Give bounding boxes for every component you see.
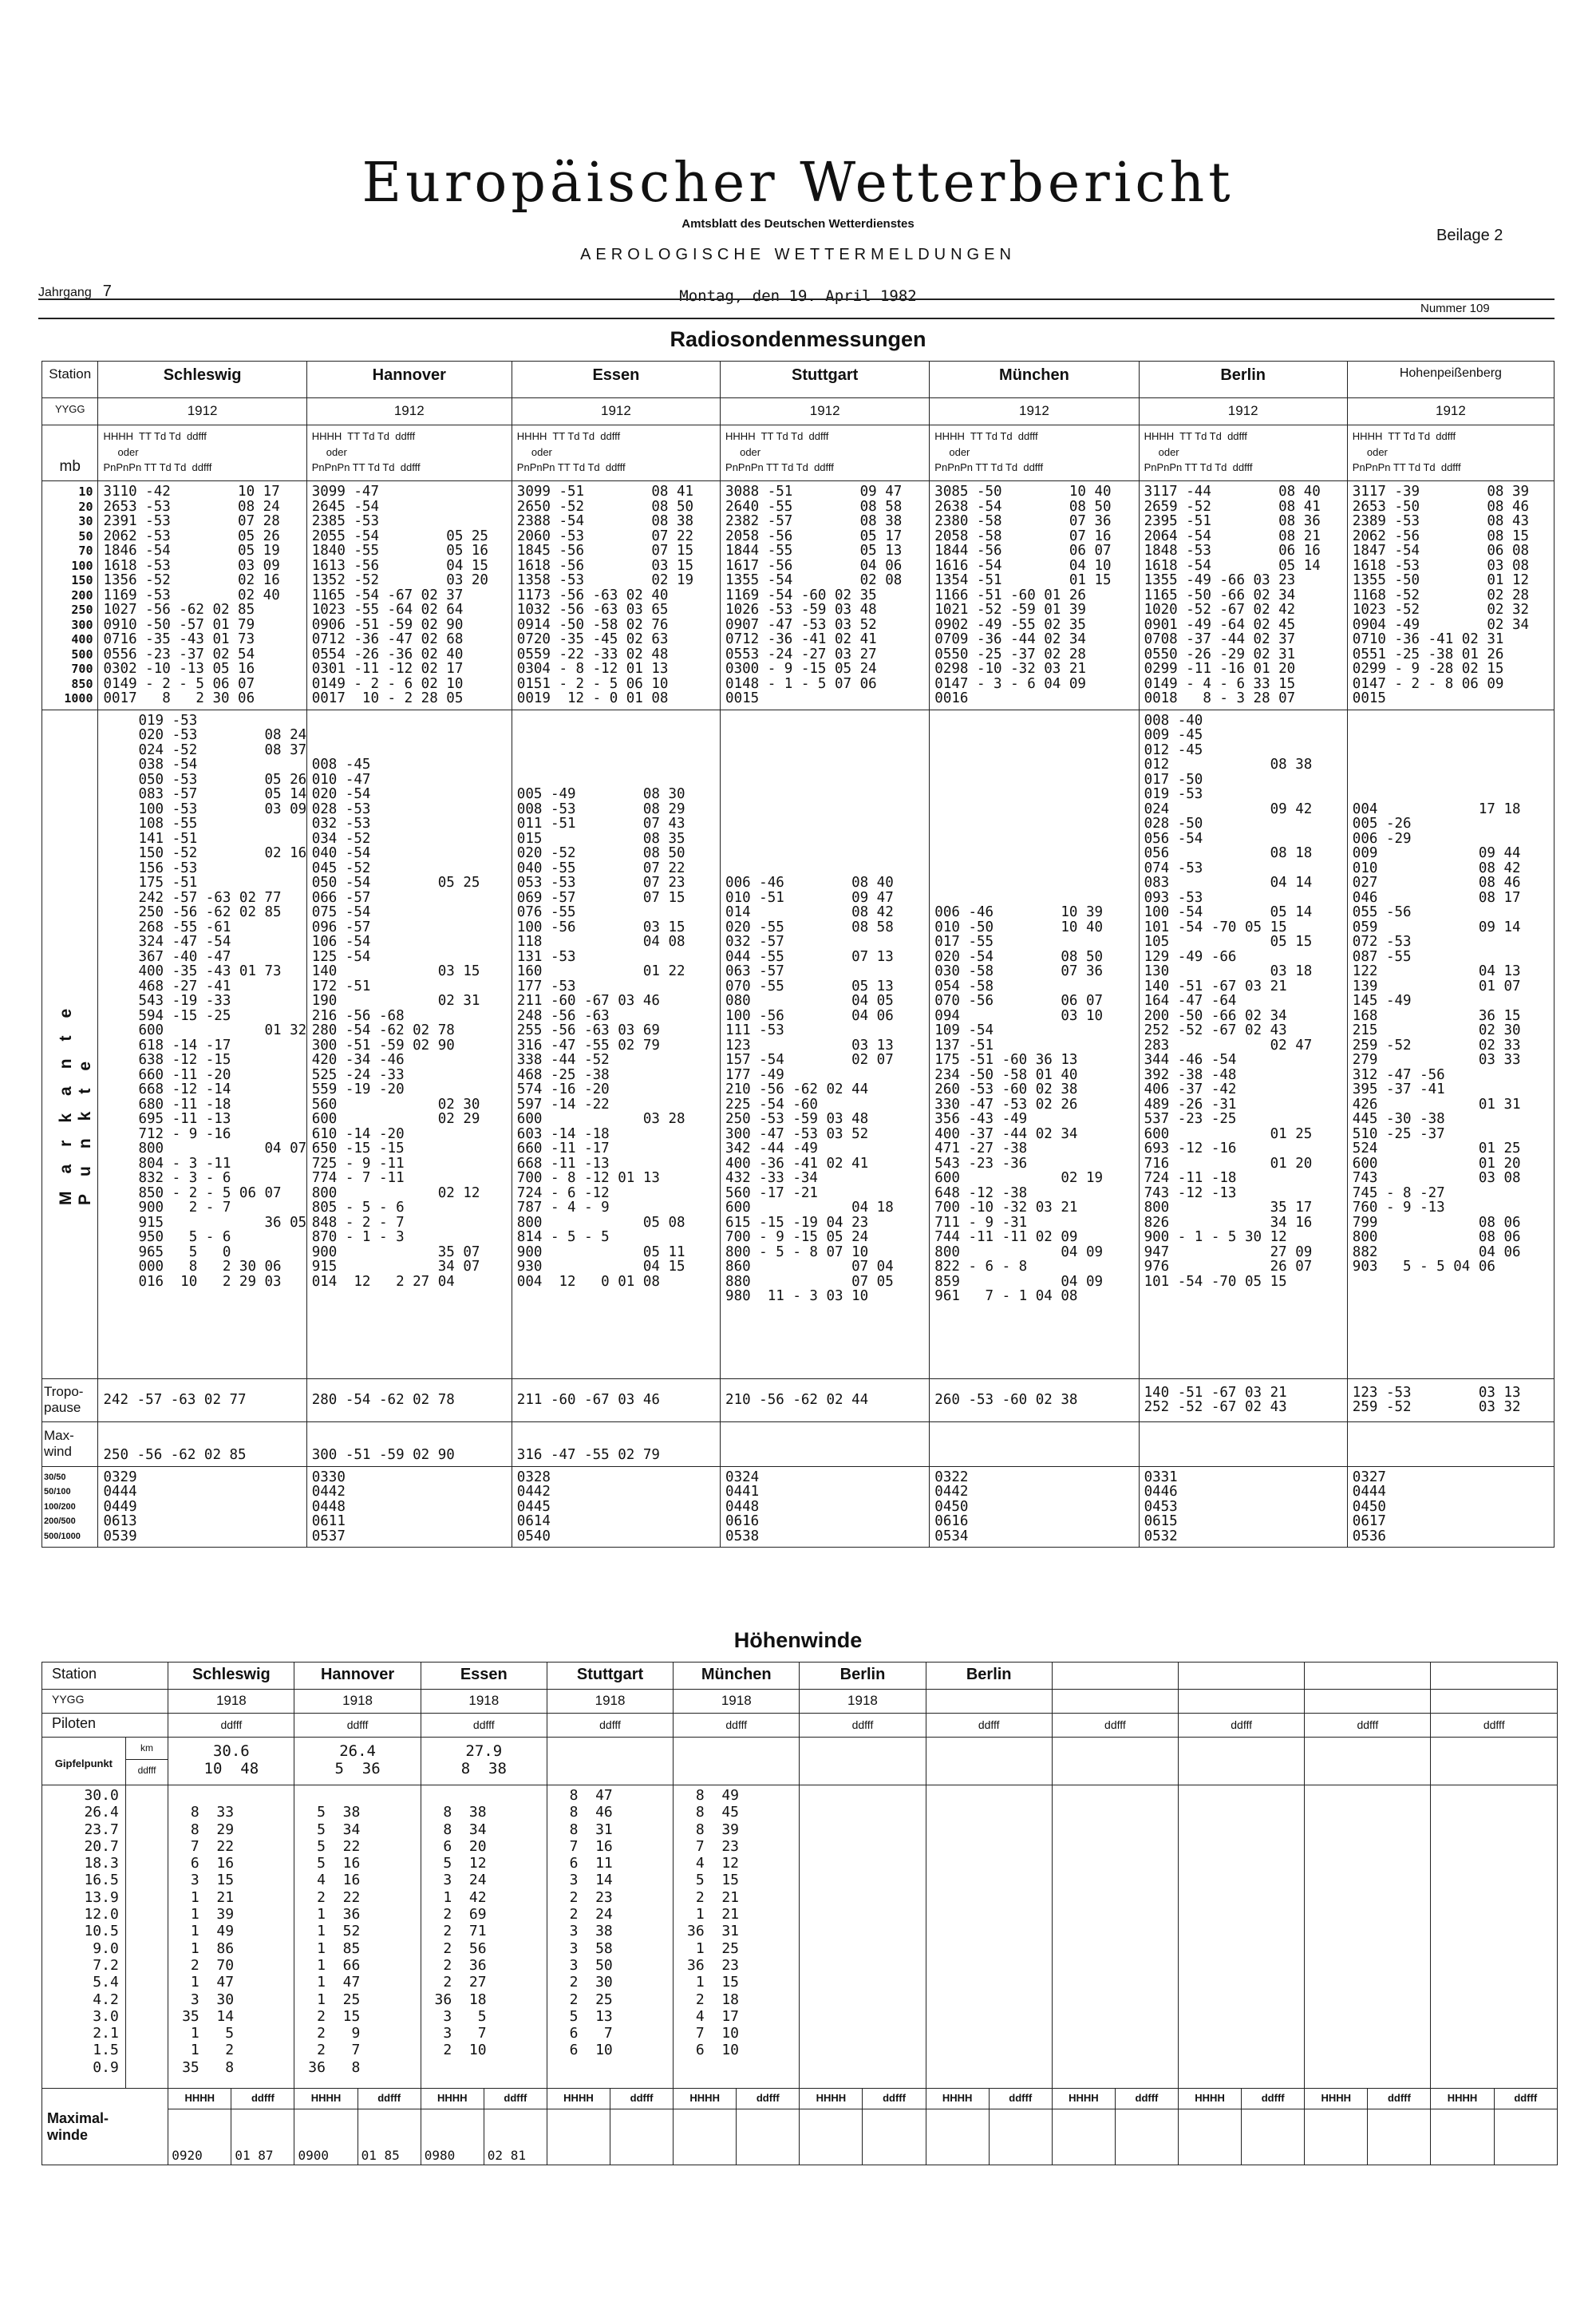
ddfff-header: ddfff — [168, 1714, 294, 1738]
radio-station-row — [42, 362, 1555, 398]
ddfff-header: ddfff — [1305, 1714, 1431, 1738]
max-hhhh: 0900 — [294, 2109, 358, 2165]
ddfff-header: ddfff — [484, 2089, 547, 2109]
ddfff-header: ddfff — [421, 1714, 547, 1738]
max-ddfff — [1242, 2109, 1305, 2165]
gipfel-value — [1052, 1738, 1178, 1785]
gipfel-value — [800, 1738, 926, 1785]
layer-data: 0330 0442 0448 0611 0537 — [306, 1466, 512, 1548]
ddfff-header: ddfff — [674, 1714, 800, 1738]
layer-data: 0322 0442 0450 0616 0534 — [930, 1466, 1139, 1548]
markant-data: 008 -40 009 -45 012 -45 012 08 38 017 -50 019 -53 024 09 42 028 -50 056 -54 056 08 18 074 -53 083 04 14 093 -53 100 -54 05 14 101 -54 -70 05 15 105 05 15 129 -49 -66 130 03 18 140 -51 -67 03 21 164 -47 -64 200 -50 -66 02 34 252 -52 -67 02 43 283 02 47 344 -46 -54 392 -38 -48 406 -37 -42 489 -26 -31 537 -23 -25 600 01 25 693 -12 -16 716 01 20 724 -11 -18 743 -12 -13 800 35 17 826 34 16 900 - 1 - 5 30 12 947 27 09 976 26 07 101 -54 -70 05 15 — [1139, 710, 1347, 1378]
piloten-label: Piloten — [42, 1714, 168, 1738]
jahrgang-label: Jahrgang — [38, 286, 92, 299]
hhhh-header: HHHH — [1305, 2089, 1368, 2109]
max-hhhh: 0920 — [168, 2109, 231, 2165]
max-ddfff — [1115, 2109, 1178, 2165]
ddfff-header: ddfff — [926, 1714, 1052, 1738]
ddfff-header: ddfff — [1494, 2089, 1557, 2109]
tropo-data: 211 -60 -67 03 46 — [512, 1378, 720, 1421]
hoehen-title: Höhenwinde — [733, 1628, 863, 1652]
max-hhhh — [926, 2109, 989, 2165]
ddfff-header: ddfff — [358, 2089, 421, 2109]
wind-data: 8 47 8 46 8 31 7 16 6 11 3 14 2 23 2 24 3 38 3 58 3 50 2 30 2 25 5 13 6 7 6 10 — [547, 1785, 673, 2089]
max-ddfff: 02 81 — [484, 2109, 547, 2165]
radio-tropo-row — [42, 1378, 1555, 1421]
wind-data: 8 38 8 34 6 20 5 12 3 24 1 42 2 69 2 71 2 56 2 36 2 27 36 18 3 5 3 7 2 10 — [421, 1785, 547, 2089]
station-name — [1179, 1663, 1305, 1690]
hhhh-header: HHHH — [547, 2089, 610, 2109]
layer-data: 0324 0441 0448 0616 0538 — [721, 1466, 930, 1548]
max-ddfff — [1494, 2109, 1557, 2165]
wind-data — [800, 1785, 926, 2089]
hoehen-piloten-row — [42, 1714, 1558, 1738]
column-header: HHHH TT Td Td ddfff oder PnPnPn TT Td Td ddfff — [1139, 425, 1347, 481]
tropo-data: 123 -53 03 13 259 -52 03 32 — [1347, 1378, 1554, 1421]
radio-layer-row — [42, 1466, 1555, 1548]
maxwind-data: 316 -47 -55 02 79 — [512, 1421, 720, 1466]
hoehen-max-header-row — [42, 2089, 1558, 2109]
tropo-data: 280 -54 -62 02 78 — [306, 1378, 512, 1421]
station-name — [1052, 1663, 1178, 1690]
hhhh-header: HHHH — [1431, 2089, 1494, 2109]
ddfff-header: ddfff — [1052, 1714, 1178, 1738]
gipfel-value — [547, 1738, 673, 1785]
max-ddfff: 01 87 — [231, 2109, 294, 2165]
station-name: Stuttgart — [721, 362, 930, 398]
ddfff-header: ddfff — [737, 2089, 800, 2109]
wind-data — [926, 1785, 1052, 2089]
beilage-label: Beilage 2 — [1436, 227, 1503, 244]
layer-data: 0327 0444 0450 0617 0536 — [1347, 1466, 1554, 1548]
station-name: Stuttgart — [547, 1663, 673, 1690]
column-header: HHHH TT Td Td ddfff oder PnPnPn TT Td Td ddfff — [1347, 425, 1554, 481]
gipfel-value — [926, 1738, 1052, 1785]
radio-standard-levels-row — [42, 481, 1555, 710]
maxwind-data: 300 -51 -59 02 90 — [306, 1421, 512, 1466]
gipfel-value — [1305, 1738, 1431, 1785]
gipfel-ddfff-label: ddfff — [137, 1765, 156, 1776]
hhhh-header: HHHH — [168, 2089, 231, 2109]
yygg-value: 1912 — [98, 398, 306, 425]
page-subtitle: Amtsblatt des Deutschen Wetterdienstes — [681, 217, 915, 231]
markant-data: 005 -49 08 30 008 -53 08 29 011 -51 07 43 015 08 35 020 -52 08 50 040 -55 07 22 053 -53 07 23 069 -57 07 15 076 -55 100 -56 03 15 118 04 08 131 -53 160 01 22 177 -53 211 -60 -67 03 46 248 -56 -63 255 -56 -63 03 69 316 -47 -55 02 79 338 -44 -52 468 -25 -38 574 -16 -20 597 -14 -22 600 03 28 603 -14 -18 660 -11 -17 668 -11 -13 700 - 8 -12 01 13 724 - 6 -12 787 - 4 - 9 800 05 08 814 - 5 - 5 900 05 11 930 04 15 004 12 0 01 08 — [512, 710, 720, 1378]
yygg-value — [1431, 1690, 1558, 1714]
max-hhhh: 0980 — [421, 2109, 484, 2165]
yygg-value — [1052, 1690, 1178, 1714]
yygg-value: 1912 — [1347, 398, 1554, 425]
markant-data: 008 -45 010 -47 020 -54 028 -53 032 -53 034 -52 040 -54 045 -52 050 -54 05 25 066 -57 075 -54 096 -57 106 -54 125 -54 140 03 15 172 -51 190 02 31 216 -56 -68 280 -54 -62 02 78 300 -51 -59 02 90 420 -34 -46 525 -24 -33 559 -19 -20 560 02 30 600 02 29 610 -14 -20 650 -15 -15 725 - 9 -11 774 - 7 -11 800 02 12 805 - 5 - 6 848 - 2 - 7 870 - 1 - 3 900 35 07 915 34 07 014 12 2 27 04 — [306, 710, 512, 1378]
maxwind-data — [721, 1421, 930, 1466]
ddfff-header: ddfff — [1431, 1714, 1558, 1738]
standard-data: 3099 -47 2645 -54 2385 -53 2055 -54 05 25 1840 -55 05 16 1613 -56 04 15 1352 -52 03 20 1165 -54 -67 02 37 1023 -55 -64 02 64 0906 -51 -59 02 90 0712 -36 -47 02 68 0554 -26 -36 02 40 0301 -11 -12 02 17 0149 - 2 - 6 02 10 0017 10 - 2 28 05 — [306, 481, 512, 710]
max-ddfff — [1368, 2109, 1431, 2165]
standard-data: 3099 -51 08 41 2650 -52 08 50 2388 -54 08 38 2060 -53 07 22 1845 -56 07 15 1618 -56 03 15 1358 -53 02 19 1173 -56 -63 02 40 1032 -56 -63 03 65 0914 -50 -58 02 76 0720 -35 -45 02 63 0559 -22 -33 02 48 0304 - 8 -12 01 13 0151 - 2 - 5 06 10 0019 12 - 0 01 08 — [512, 481, 720, 710]
yygg-value: 1912 — [930, 398, 1139, 425]
jahrgang-number: 7 — [102, 283, 112, 300]
mb-levels: 10 20 30 50 70 100 150 200 250 300 400 500 700 850 1000 — [42, 481, 98, 710]
ddfff-header: ddfff — [1179, 1714, 1305, 1738]
max-hhhh — [800, 2109, 863, 2165]
max-hhhh — [1431, 2109, 1494, 2165]
hoehen-gipfel-row — [42, 1738, 1558, 1785]
column-header: HHHH TT Td Td ddfff oder PnPnPn TT Td Td ddfff — [512, 425, 720, 481]
max-ddfff — [737, 2109, 800, 2165]
wind-data — [1179, 1785, 1305, 2089]
max-hhhh — [674, 2109, 737, 2165]
tropo-data: 140 -51 -67 03 21 252 -52 -67 02 43 — [1139, 1378, 1347, 1421]
hhhh-header: HHHH — [674, 2089, 737, 2109]
standard-data: 3085 -50 10 40 2638 -54 08 50 2380 -58 07 36 2058 -58 07 16 1844 -56 06 07 1616 -54 04 10 1354 -51 01 15 1166 -51 -60 01 26 1021 -52 -59 01 39 0902 -49 -55 02 35 0709 -36 -44 02 34 0550 -25 -37 02 28 0298 -10 -32 03 21 0147 - 3 - 6 04 09 0016 — [930, 481, 1139, 710]
station-name: München — [930, 362, 1139, 398]
radio-yygg-row — [42, 398, 1555, 425]
hhhh-header: HHHH — [421, 2089, 484, 2109]
hoehen-max-values-row — [42, 2109, 1558, 2165]
gipfel-value — [1431, 1738, 1558, 1785]
station-name: Schleswig — [168, 1663, 294, 1690]
max-label: Maximal- winde — [42, 2089, 168, 2165]
max-ddfff — [863, 2109, 926, 2165]
ddfff-header: ddfff — [989, 2089, 1052, 2109]
wind-data: 8 49 8 45 8 39 7 23 4 12 5 15 2 21 1 21 36 31 1 25 36 23 1 15 2 18 4 17 7 10 6 10 — [674, 1785, 800, 2089]
yygg-value: 1918 — [674, 1690, 800, 1714]
hoehen-levels-row — [42, 1785, 1558, 2089]
header-rule-2 — [38, 318, 1555, 319]
radio-markant-row — [42, 710, 1555, 1378]
wind-data — [1305, 1785, 1431, 2089]
station-name: Schleswig — [98, 362, 306, 398]
column-header: HHHH TT Td Td ddfff oder PnPnPn TT Td Td ddfff — [306, 425, 512, 481]
station-name: Hohenpeißenberg — [1347, 362, 1554, 398]
station-name: Hannover — [294, 1663, 421, 1690]
max-ddfff — [989, 2109, 1052, 2165]
yygg-value — [1179, 1690, 1305, 1714]
ddfff-header: ddfff — [547, 1714, 673, 1738]
layer-data: 0331 0446 0453 0615 0532 — [1139, 1466, 1347, 1548]
ddfff-header: ddfff — [1242, 2089, 1305, 2109]
yygg-value: 1918 — [168, 1690, 294, 1714]
column-header: HHHH TT Td Td ddfff oder PnPnPn TT Td Td ddfff — [98, 425, 306, 481]
column-header: HHHH TT Td Td ddfff oder PnPnPn TT Td Td ddfff — [721, 425, 930, 481]
maxwind-data: 250 -56 -62 02 85 — [98, 1421, 306, 1466]
km-spacer — [125, 1785, 168, 2089]
hoehen-station-row — [42, 1663, 1558, 1690]
gipfel-value — [674, 1738, 800, 1785]
wind-data — [1431, 1785, 1558, 2089]
station-name: Berlin — [800, 1663, 926, 1690]
section-heading: AEROLOGISCHE WETTERMELDUNGEN — [580, 246, 1016, 263]
maxwind-data — [1347, 1421, 1554, 1466]
standard-data: 3088 -51 09 47 2640 -55 08 58 2382 -57 08 38 2058 -56 05 17 1844 -55 05 13 1617 -56 04 06 1355 -54 02 08 1169 -54 -60 02 35 1026 -53 -59 03 48 0907 -47 -53 03 52 0712 -36 -41 02 41 0553 -24 -27 03 27 0300 - 9 -15 05 24 0148 - 1 - 5 07 06 0015 — [721, 481, 930, 710]
markant-data: 019 -53 020 -53 08 24 024 -52 08 37 038 -54 050 -53 05 26 083 -57 05 14 100 -53 03 09 108 -55 141 -51 150 -52 02 16 156 -53 175 -51 242 -57 -63 02 77 250 -56 -62 02 85 268 -55 -61 324 -47 -54 367 -40 -47 400 -35 -43 01 73 468 -27 -41 543 -19 -33 594 -15 -25 600 01 32 618 -14 -17 638 -12 -15 660 -11 -20 668 -12 -14 680 -11 -18 695 -11 -13 712 - 9 -16 800 04 07 804 - 3 -11 832 - 3 - 6 850 - 2 - 5 06 07 900 2 - 7 915 36 05 950 5 - 6 965 5 0 000 8 2 30 06 016 10 2 29 03 — [98, 710, 306, 1378]
gipfel-value: 26.4 5 36 — [294, 1738, 421, 1785]
wind-data — [1052, 1785, 1178, 2089]
station-name: Berlin — [926, 1663, 1052, 1690]
yygg-value: 1918 — [800, 1690, 926, 1714]
ddfff-header: ddfff — [800, 1714, 926, 1738]
standard-data: 3117 -39 08 39 2653 -50 08 46 2389 -53 08 43 2062 -56 08 15 1847 -54 06 08 1618 -53 03 08 1355 -50 01 12 1168 -52 02 28 1023 -52 02 32 0904 -49 02 34 0710 -36 -41 02 31 0551 -25 -38 01 26 0299 - 9 -28 02 15 0147 - 2 - 8 06 09 0015 — [1347, 481, 1554, 710]
station-label: Station — [42, 362, 98, 398]
hoehen-yygg-row — [42, 1690, 1558, 1714]
ddfff-header: ddfff — [231, 2089, 294, 2109]
station-label: Station — [42, 1663, 168, 1690]
station-name: Essen — [512, 362, 720, 398]
ddfff-header: ddfff — [610, 2089, 674, 2109]
layer-data: 0328 0442 0445 0614 0540 — [512, 1466, 720, 1548]
hhhh-header: HHHH — [1052, 2089, 1115, 2109]
gipfel-label: Gipfelpunkt — [42, 1738, 126, 1785]
max-ddfff — [610, 2109, 674, 2165]
wind-data: 8 33 8 29 7 22 6 16 3 15 1 21 1 39 1 49 1 86 2 70 1 47 3 30 35 14 1 5 1 2 35 8 — [168, 1785, 294, 2089]
station-name: Hannover — [306, 362, 512, 398]
maxwind-data — [1139, 1421, 1347, 1466]
markant-data: 006 -46 10 39 010 -50 10 40 017 -55 020 -54 08 50 030 -58 07 36 054 -58 070 -56 06 07 094 03 10 109 -54 137 -51 175 -51 -60 36 13 234 -50 -58 01 40 260 -53 -60 02 38 330 -47 -53 02 26 356 -43 -49 400 -37 -44 02 34 471 -27 -38 543 -23 -36 600 02 19 648 -12 -38 700 -10 -32 03 21 711 - 9 -31 744 -11 -11 02 09 800 04 09 822 - 6 - 8 859 04 09 961 7 - 1 04 08 — [930, 710, 1139, 1378]
gipfel-value: 30.6 10 48 — [168, 1738, 294, 1785]
layer-data: 0329 0444 0449 0613 0539 — [98, 1466, 306, 1548]
yygg-value — [1305, 1690, 1431, 1714]
wind-data: 5 38 5 34 5 22 5 16 4 16 2 22 1 36 1 52 1 85 1 66 1 47 1 25 2 15 2 9 2 7 36 8 — [294, 1785, 421, 2089]
ddfff-header: ddfff — [294, 1714, 421, 1738]
station-name: München — [674, 1663, 800, 1690]
yygg-value: 1912 — [721, 398, 930, 425]
markant-label: Markante Punkte — [57, 990, 94, 1205]
issue-date: Montag, den 19. April 1982 — [679, 287, 917, 305]
station-name — [1305, 1663, 1431, 1690]
radiosonde-table — [41, 361, 1555, 1548]
issue-number: Nummer 109 — [1420, 302, 1490, 315]
hhhh-header: HHHH — [1179, 2089, 1242, 2109]
yygg-value: 1912 — [512, 398, 720, 425]
markant-label-cell — [42, 710, 98, 1378]
mb-label: mb — [42, 425, 98, 481]
page-title: Europäischer Wetterbericht — [361, 152, 1235, 215]
hoehenwinde-table — [41, 1662, 1558, 2165]
yygg-value: 1918 — [421, 1690, 547, 1714]
ddfff-header: ddfff — [1115, 2089, 1178, 2109]
gipfel-units — [125, 1738, 168, 1785]
standard-data: 3110 -42 10 17 2653 -53 08 24 2391 -53 07 28 2062 -53 05 26 1846 -54 05 19 1618 -53 03 09 1356 -52 02 16 1169 -53 02 40 1027 -56 -62 02 85 0910 -50 -57 01 79 0716 -35 -43 01 73 0556 -23 -37 02 54 0302 -10 -13 05 16 0149 - 2 - 5 06 07 0017 8 2 30 06 — [98, 481, 306, 710]
hhhh-header: HHHH — [294, 2089, 358, 2109]
yygg-value: 1912 — [1139, 398, 1347, 425]
tropo-data: 260 -53 -60 02 38 — [930, 1378, 1139, 1421]
km-levels: 30.0 26.4 23.7 20.7 18.3 16.5 13.9 12.0 10.5 9.0 7.2 5.4 4.2 3.0 2.1 1.5 0.9 — [42, 1785, 126, 2089]
yygg-value: 1912 — [306, 398, 512, 425]
max-hhhh — [547, 2109, 610, 2165]
hhhh-header: HHHH — [800, 2089, 863, 2109]
yygg-label: YYGG — [42, 398, 98, 425]
station-name — [1431, 1663, 1558, 1690]
gipfel-value — [1179, 1738, 1305, 1785]
standard-data: 3117 -44 08 40 2659 -52 08 41 2395 -51 08 36 2064 -54 08 21 1848 -53 06 16 1618 -54 05 14 1355 -49 -66 03 23 1165 -50 -66 02 34 1020 -52 -67 02 42 0901 -49 -64 02 45 0708 -37 -44 02 37 0550 -26 -29 02 31 0299 -11 -16 01 20 0149 - 4 - 6 33 15 0018 8 - 3 28 07 — [1139, 481, 1347, 710]
max-hhhh — [1179, 2109, 1242, 2165]
max-ddfff: 01 85 — [358, 2109, 421, 2165]
maxwind-label: Max- wind — [42, 1421, 98, 1466]
tropo-data: 242 -57 -63 02 77 — [98, 1378, 306, 1421]
station-name: Essen — [421, 1663, 547, 1690]
yygg-value: 1918 — [294, 1690, 421, 1714]
yygg-label: YYGG — [42, 1690, 168, 1714]
radio-maxwind-row — [42, 1421, 1555, 1466]
radio-header-row — [42, 425, 1555, 481]
max-hhhh — [1052, 2109, 1115, 2165]
tropo-data: 210 -56 -62 02 44 — [721, 1378, 930, 1421]
yygg-value: 1918 — [547, 1690, 673, 1714]
maxwind-data — [930, 1421, 1139, 1466]
gipfel-value: 27.9 8 38 — [421, 1738, 547, 1785]
layer-codes: 30/50 50/100 100/200 200/500 500/1000 — [42, 1466, 98, 1548]
ddfff-header: ddfff — [863, 2089, 926, 2109]
yygg-value — [926, 1690, 1052, 1714]
tropo-label: Tropo- pause — [42, 1378, 98, 1421]
gipfel-km-label: km — [126, 1738, 168, 1760]
hhhh-header: HHHH — [926, 2089, 989, 2109]
markant-data: 004 17 18 005 -26 006 -29 009 09 44 010 08 42 027 08 46 046 08 17 055 -56 059 09 14 072 -53 087 -55 122 04 13 139 01 07 145 -49 168 36 15 215 02 30 259 -52 02 33 279 03 33 312 -47 -56 395 -37 -41 426 01 31 445 -30 -38 510 -25 -37 524 01 25 600 01 20 743 03 08 745 - 8 -27 760 - 9 -13 799 08 06 800 08 06 882 04 06 903 5 - 5 04 06 — [1347, 710, 1554, 1378]
ddfff-header: ddfff — [1368, 2089, 1431, 2109]
column-header: HHHH TT Td Td ddfff oder PnPnPn TT Td Td ddfff — [930, 425, 1139, 481]
radio-title: Radiosondenmessungen — [670, 327, 926, 351]
station-name: Berlin — [1139, 362, 1347, 398]
header-rule-1 — [38, 299, 1555, 300]
markant-data: 006 -46 08 40 010 -51 09 47 014 08 42 020 -55 08 58 032 -57 044 -55 07 13 063 -57 070 -55 05 13 080 04 05 100 -56 04 06 111 -53 123 03 13 157 -54 02 07 177 -49 210 -56 -62 02 44 225 -54 -60 250 -53 -59 03 48 300 -47 -53 03 52 342 -44 -49 400 -36 -41 02 41 432 -33 -34 560 -17 -21 600 04 18 615 -15 -19 04 23 700 - 9 -15 05 24 800 - 5 - 8 07 10 860 07 04 880 07 05 980 11 - 3 03 10 — [721, 710, 930, 1378]
max-hhhh — [1305, 2109, 1368, 2165]
